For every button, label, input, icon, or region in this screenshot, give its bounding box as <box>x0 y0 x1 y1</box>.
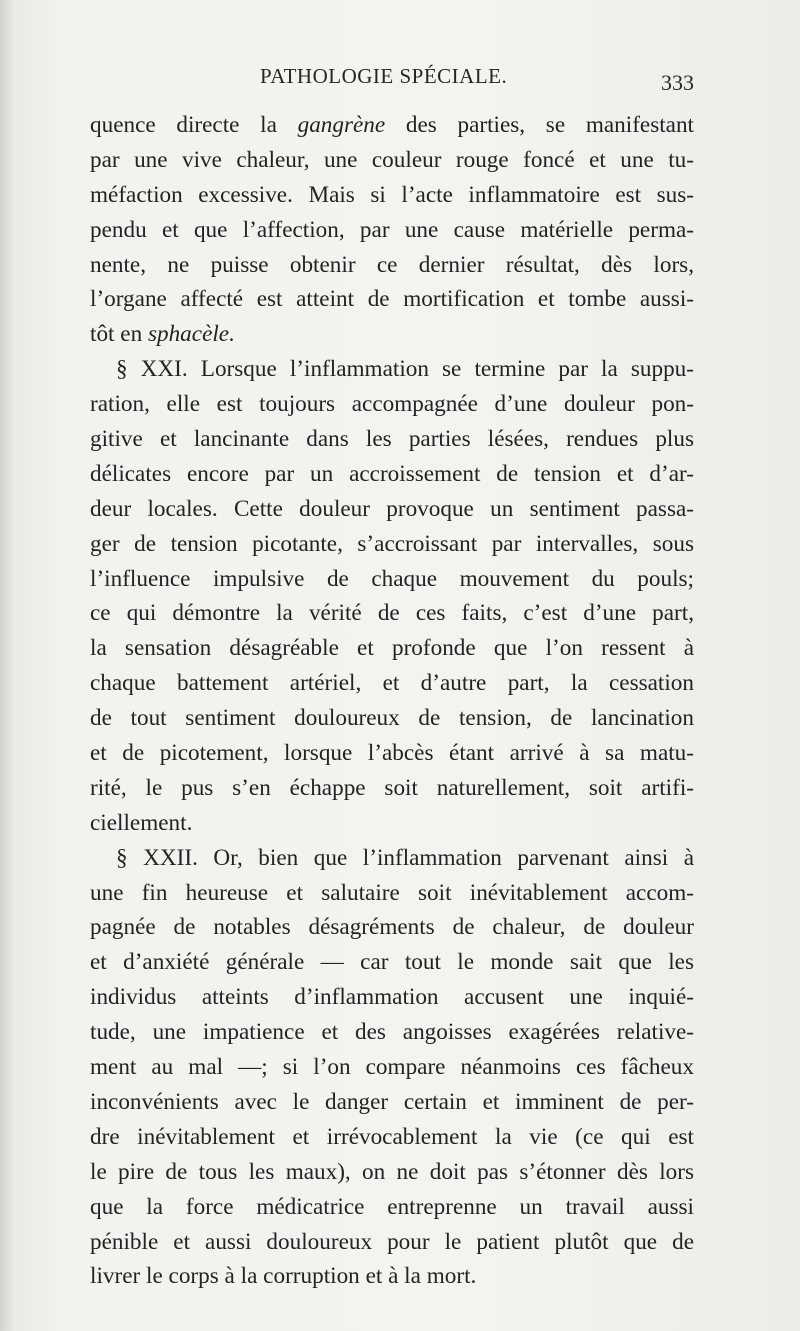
text-line: le pire de tous les maux), on ne doit pas s’étonner dès lors <box>90 1158 694 1185</box>
text-line: pendu et que l’affection, par une cause matérielle perma- <box>90 216 694 243</box>
text-line: méfaction excessive. Mais si l’acte inflammatoire est sus- <box>90 181 694 208</box>
page-number: 333 <box>661 70 694 95</box>
text-line: rité, le pus s’en échappe soit naturellement, soit artifi- <box>90 774 694 801</box>
body-text <box>90 108 694 1294</box>
text-line: ment au mal —; si l’on compare néanmoins ces fâcheux <box>90 1054 694 1081</box>
text-line: que la force médicatrice entreprenne un travail aussi <box>90 1193 694 1220</box>
text-line: gitive et lancinante dans les parties lésées, rendues plus <box>90 426 694 453</box>
text-line: dre inévitablement et irrévocablement la vie (ce qui est <box>90 1123 694 1150</box>
italic-term: gangrène <box>297 112 386 138</box>
text-line: ration, elle est toujours accompagnée d’une douleur pon- <box>90 391 694 418</box>
text-line: et de picotement, lorsque l’abcès étant arrivé à sa matu- <box>90 740 694 767</box>
text-line: de tout sentiment douloureux de tension, de lancination <box>90 705 694 732</box>
text-line: individus atteints d’inflammation accusent une inquié- <box>90 984 694 1011</box>
text-line: par une vive chaleur, une couleur rouge foncé et une tu- <box>90 146 694 173</box>
paragraph-start-line: § XXII. Or, bien que l’inflammation parvenant ainsi à <box>116 844 694 871</box>
page-header <box>90 64 694 98</box>
running-title: PATHOLOGIE SPÉCIALE. <box>260 64 508 88</box>
text-line: quence directe la gangrène des parties, se manifestant <box>90 112 695 138</box>
text-line: délicates encore par un accroissement de tension et d’ar- <box>90 460 694 487</box>
text-line: nente, ne puisse obtenir ce dernier résultat, dès lors, <box>90 251 694 278</box>
text-line: tude, une impatience et des angoisses exagérées relative- <box>90 1019 694 1046</box>
page-gutter-shadow <box>0 0 14 1331</box>
text-line: inconvénients avec le danger certain et imminent de per- <box>90 1088 694 1115</box>
text-line: et d’anxiété générale — car tout le monde sait que les <box>90 949 694 976</box>
text-line: livrer le corps à la corruption et à la mort. <box>90 1263 477 1290</box>
text-line: ce qui démontre la vérité de ces faits, c’est d’une part, <box>90 600 694 627</box>
text-line: une fin heureuse et salutaire soit inévitablement accom- <box>90 879 694 906</box>
paragraph-start-line: § XXI. Lorsque l’inflammation se termine par la suppu- <box>116 356 694 383</box>
italic-term: sphacèle. <box>147 321 235 348</box>
text-line: l’influence impulsive de chaque mouvement du pouls; <box>90 565 694 592</box>
text-line: la sensation désagréable et profonde que l’on ressent à <box>90 635 694 662</box>
text-line: pénible et aussi douloureux pour le patient plutôt que de <box>90 1228 694 1255</box>
text-line: l’organe affecté est atteint de mortification et tombe aussi- <box>90 286 694 313</box>
text-line: chaque battement artériel, et d’autre part, la cessation <box>90 670 694 697</box>
text-line: pagnée de notables désagréments de chaleur, de douleur <box>90 914 694 941</box>
text-line: ciellement. <box>90 809 193 836</box>
text-line: deur locales. Cette douleur provoque un sentiment passa- <box>90 495 694 522</box>
text-line: tôt en sphacèle. <box>90 321 235 348</box>
text-line: ger de tension picotante, s’accroissant par intervalles, sous <box>90 530 694 557</box>
